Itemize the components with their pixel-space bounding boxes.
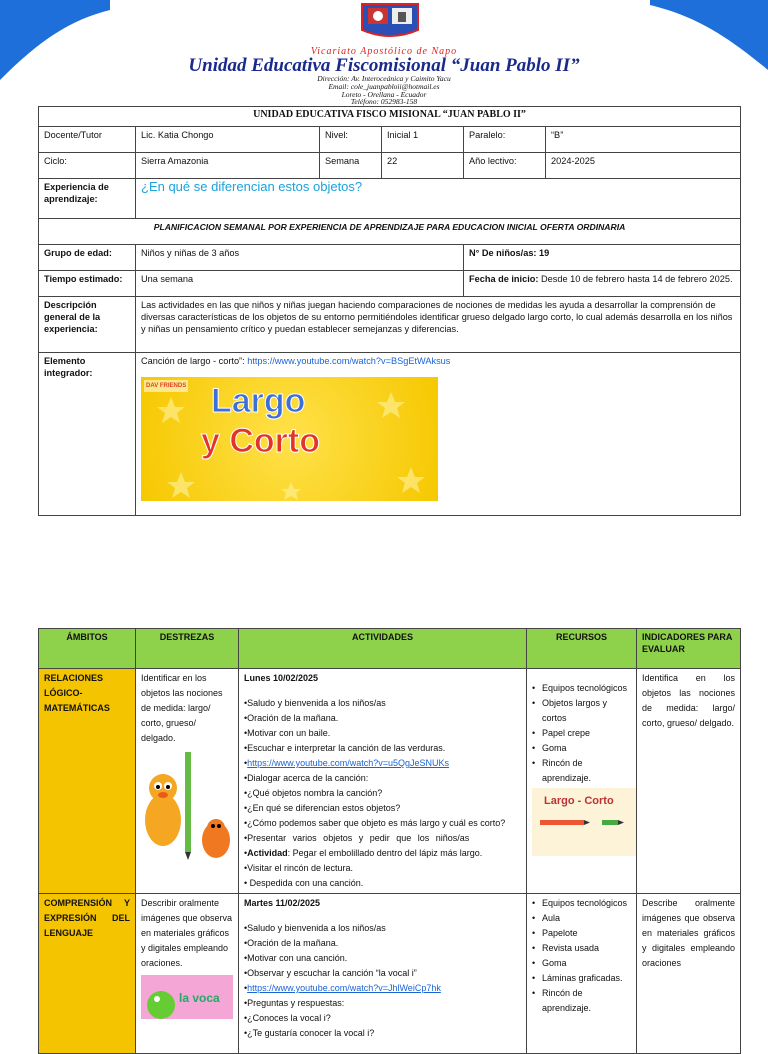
activity-item: •Escuchar e interpretar la canción de las verduras. xyxy=(244,743,446,753)
tiempo-label: Tiempo estimado: xyxy=(39,271,136,297)
plan-title: PLANIFICACION SEMANAL POR EXPERIENCIA DE APRENDIZAJE PARA EDUCACION INICIAL OFERTA ORDINARIA xyxy=(39,219,741,245)
image-title: la voca xyxy=(179,991,220,1005)
grupo-value: Niños y niñas de 3 años xyxy=(136,245,464,271)
indicator-cell: Describe oralmente imágenes que observa en materiales gráficos y digitales empleando oraciones xyxy=(637,894,741,1054)
nivel-label: Nivel: xyxy=(320,127,382,153)
activities-cell xyxy=(239,894,527,1054)
semana-label: Semana xyxy=(320,153,382,179)
activity-item: •¿Te gustaría conocer la vocal i? xyxy=(244,1028,375,1038)
largo-corto-banner xyxy=(141,377,438,501)
largo-corto-image xyxy=(532,788,636,856)
banner-title-2: y Corto xyxy=(201,422,320,460)
activity-item: •¿Cómo podemos saber que objeto es más largo y cuál es corto? xyxy=(244,818,506,828)
planning-table xyxy=(38,628,741,1054)
tiempo-value: Una semana xyxy=(136,271,464,297)
song-link[interactable]: https://www.youtube.com/watch?v=u5QgJeSNUKs xyxy=(247,758,450,768)
elemento-link[interactable]: https://www.youtube.com/watch?v=BSgEtWAksus xyxy=(247,356,451,366)
experiencia-value: ¿En qué se diferencian estos objetos? xyxy=(136,179,741,219)
nivel-value: Inicial 1 xyxy=(382,127,464,153)
paralelo-value: “B” xyxy=(546,127,741,153)
header-actividades: ACTIVIDADES xyxy=(239,629,527,669)
paralelo-label: Paralelo: xyxy=(464,127,546,153)
activity-item: •Motivar con un baile. xyxy=(244,728,331,738)
activity-item: •Oración de la mañana. xyxy=(244,938,339,948)
school-name: Unidad Educativa Fiscomisional “Juan Pablo II” xyxy=(188,55,580,76)
activity-item: •Dialogar acerca de la canción: xyxy=(244,773,369,783)
activity-item: •¿Qué objetos nombra la canción? xyxy=(244,788,383,798)
ciclo-value: Sierra Amazonia xyxy=(136,153,320,179)
ambito-cell: COMPRENSIÓN Y EXPRESIÓN DEL LENGUAJE xyxy=(39,894,136,1054)
anio-value: 2024-2025 xyxy=(546,153,741,179)
phone-line: Teléfono: 052983-158 xyxy=(350,97,418,106)
pencils-icon xyxy=(532,788,636,856)
fecha-cell xyxy=(464,271,741,297)
table-row xyxy=(39,894,741,1054)
header-recursos: RECURSOS xyxy=(527,629,637,669)
activity-item: •Actividad: Pegar el embolillado dentro del lápiz más largo. xyxy=(244,848,483,858)
banner-brand: DAV FRIENDS xyxy=(144,380,188,392)
docente-value: Lic. Katia Chongo xyxy=(136,127,320,153)
elemento-cell xyxy=(136,353,741,516)
header-indicadores: INDICADORES PARA EVALUAR xyxy=(637,629,741,669)
activity-item: •Motivar con una canción. xyxy=(244,953,348,963)
vocal-i-image xyxy=(141,975,233,1019)
duck-pencil-image xyxy=(141,750,233,860)
resource-item: • Objetos largos y cortos xyxy=(532,696,631,726)
destreza-text: Identificar en los objetos las nociones de medida: largo/ corto, grueso/ delgado. xyxy=(141,673,223,743)
resource-item: • Rincón de aprendizaje. xyxy=(532,986,631,1016)
resource-item: • Equipos tecnológicos xyxy=(532,896,631,911)
activity-item: •Preguntas y respuestas: xyxy=(244,998,345,1008)
resources-cell xyxy=(527,669,637,894)
descripcion-label: Descripción general de la experiencia: xyxy=(39,297,136,353)
indicator-cell: Identifica en los objetos las nociones de medida: largo/ corto, grueso/ delgado. xyxy=(637,669,741,894)
info-title: UNIDAD EDUCATIVA FISCO MISIONAL “JUAN PABLO II” xyxy=(39,107,741,127)
fecha-value: Desde 10 de febrero hasta 14 de febrero 2025. xyxy=(541,274,733,284)
resource-item: • Láminas graficadas. xyxy=(532,971,631,986)
header-destrezas: DESTREZAS xyxy=(136,629,239,669)
dino-icon xyxy=(141,975,181,1019)
semana-value: 22 xyxy=(382,153,464,179)
experiencia-label: Experiencia de aprendizaje: xyxy=(39,179,136,219)
ninos-count: N° De niños/as: 19 xyxy=(464,245,741,271)
song-link[interactable]: https://www.youtube.com/watch?v=JhlWeiCp7hk xyxy=(247,983,441,993)
activity-item: •Saludo y bienvenida a los niños/as xyxy=(244,698,386,708)
activity-item: •¿En qué se diferencian estos objetos? xyxy=(244,803,401,813)
info-table xyxy=(38,106,741,516)
resource-item: • Papel crepe xyxy=(532,726,631,741)
docente-label: Docente/Tutor xyxy=(39,127,136,153)
destreza-cell xyxy=(136,894,239,1054)
location-line: Loreto - Orellana - Ecuador xyxy=(341,90,427,99)
activity-item: •https://www.youtube.com/watch?v=JhlWeiCp7hk xyxy=(244,983,441,993)
activities-cell xyxy=(239,669,527,894)
activity-item: • Despedida con una canción. xyxy=(244,878,364,888)
header-ambitos: ÁMBITOS xyxy=(39,629,136,669)
activity-item: •¿Conoces la vocal i? xyxy=(244,1013,331,1023)
address-line: Dirección: Av. Interoceánica y Caimito Yacu xyxy=(317,74,451,83)
elemento-text: Canción de largo - corto”: xyxy=(141,356,248,366)
activity-item: •Observar y escuchar la canción “la vocal i” xyxy=(244,968,417,978)
table-row xyxy=(39,669,741,894)
day-label: Martes 11/02/2025 xyxy=(244,898,321,908)
ambito-cell: RELACIONES LÓGICO-MATEMÁTICAS xyxy=(39,669,136,894)
resource-item: • Equipos tecnológicos xyxy=(532,681,631,696)
activity-item: •Presentar varios objetos y pedir que los niños/as xyxy=(244,833,470,843)
grupo-label: Grupo de edad: xyxy=(39,245,136,271)
activity-item: •Visitar el rincón de lectura. xyxy=(244,863,354,873)
activity-item: •https://www.youtube.com/watch?v=u5QgJeSNUKs xyxy=(244,758,450,768)
banner-title-1: Largo xyxy=(211,382,306,420)
image-title: Largo - Corto xyxy=(544,795,614,807)
destreza-cell xyxy=(136,669,239,894)
ciclo-label: Ciclo: xyxy=(39,153,136,179)
resource-item: • Rincón de aprendizaje. xyxy=(532,756,631,786)
anio-label: Año lectivo: xyxy=(464,153,546,179)
resource-item: • Revista usada xyxy=(532,941,631,956)
elemento-label: Elemento integrador: xyxy=(39,353,136,516)
resource-item: • Goma xyxy=(532,956,631,971)
descripcion-value: Las actividades en las que niños y niñas juegan haciendo comparaciones de nociones de medidas les ayuda a desarrollar la comprensión de diversas características de los objetos de su entorno permitiéndoles identificar grueso delgado largo corto, lo cual además desarrolla en los niños y niñas un pensamiento crítico y puedan establecer semejanzas y diferencias. xyxy=(136,297,741,353)
resource-item: • Papelote xyxy=(532,926,631,941)
school-crest-icon xyxy=(360,2,420,42)
email-line: Email: cole_juanpabloii@hotmail.es xyxy=(328,82,440,91)
activity-item: •Saludo y bienvenida a los niños/as xyxy=(244,923,386,933)
activity-item: •Oración de la mañana. xyxy=(244,713,339,723)
resource-item: • Aula xyxy=(532,911,631,926)
resources-cell xyxy=(527,894,637,1054)
destreza-text: Describir oralmente imágenes que observa en materiales gráficos y digitales empleando oraciones. xyxy=(141,898,233,968)
day-label: Lunes 10/02/2025 xyxy=(244,673,319,683)
fecha-label: Fecha de inicio: xyxy=(469,274,539,284)
vicariato-text: Vicariato Apostólico de Napo xyxy=(310,46,458,57)
resource-item: • Goma xyxy=(532,741,631,756)
